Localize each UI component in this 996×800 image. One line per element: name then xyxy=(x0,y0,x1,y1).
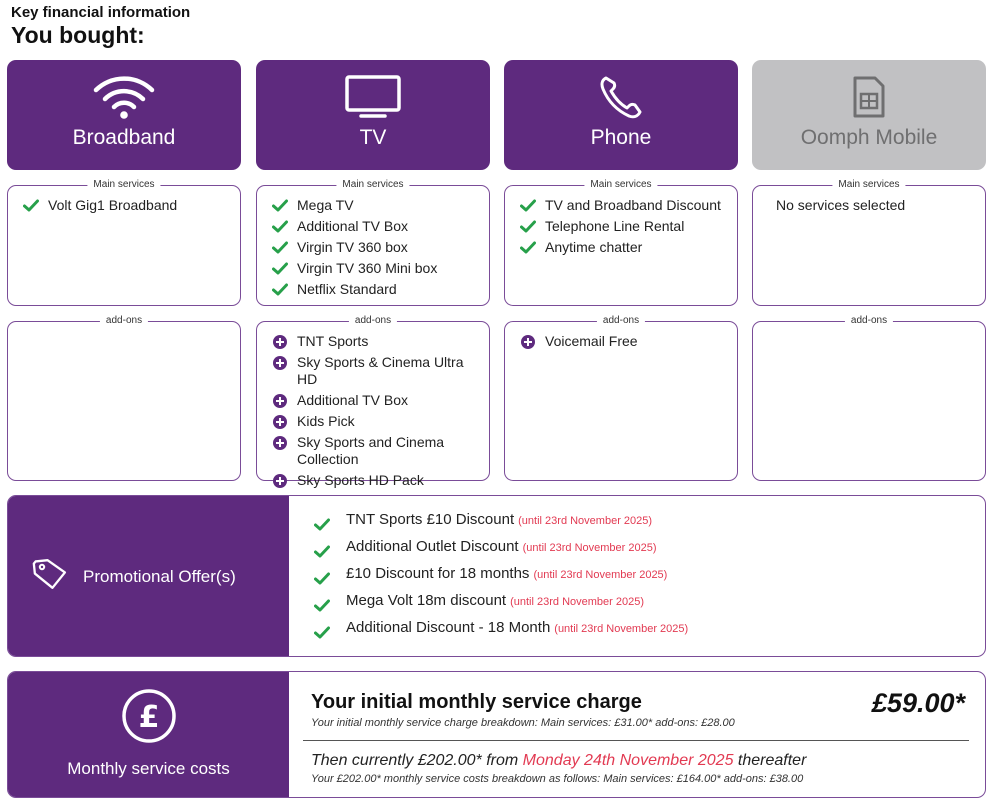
main-services-oomph-mobile xyxy=(752,179,986,306)
offer-name: Mega Volt 18m discount xyxy=(346,592,507,609)
price-tag-icon xyxy=(32,558,68,590)
plus-icon xyxy=(273,415,287,429)
subsequent-charge-text xyxy=(311,752,806,770)
product-tile-oomph-mobile xyxy=(752,60,986,170)
offer-until: (until 23rd November 2025) xyxy=(522,542,657,554)
check-icon xyxy=(314,545,330,558)
list-item xyxy=(271,413,483,430)
list-item xyxy=(271,218,483,235)
list-item xyxy=(519,239,731,256)
list-item xyxy=(519,218,731,235)
addons-broadband xyxy=(7,315,241,481)
plus-icon xyxy=(273,474,287,488)
offer-name: Additional Outlet Discount xyxy=(346,538,519,555)
offer-row xyxy=(314,619,688,646)
main-services-broadband xyxy=(7,179,241,306)
offer-name: Additional Discount - 18 Month xyxy=(346,619,551,636)
offer-row xyxy=(314,592,688,619)
page-title: You bought: xyxy=(11,22,145,48)
check-icon xyxy=(272,199,288,212)
list-item xyxy=(271,197,483,214)
list-item xyxy=(271,392,483,409)
check-icon xyxy=(272,241,288,254)
list-item xyxy=(271,472,483,489)
main-services-phone xyxy=(504,179,738,306)
product-tile-phone xyxy=(504,60,738,170)
addons-phone xyxy=(504,315,738,481)
list-item xyxy=(519,197,731,214)
subsequent-charge-breakdown: Your £202.00* monthly service costs breakdown as follows: Main services: £164.00* add-ons: £38.00 xyxy=(311,773,804,785)
check-icon xyxy=(272,220,288,233)
item-label: Netflix Standard xyxy=(297,281,397,297)
pound-coin-icon xyxy=(121,688,177,744)
plus-icon xyxy=(273,356,287,370)
monthly-costs-panel xyxy=(7,671,986,798)
list-item xyxy=(271,333,483,350)
addons-legend: add-ons xyxy=(845,315,893,326)
product-name: Oomph Mobile xyxy=(800,126,938,149)
item-label: Virgin TV 360 box xyxy=(297,239,408,255)
item-label: Additional TV Box xyxy=(297,218,409,234)
initial-charge-title: Your initial monthly service charge xyxy=(311,691,642,713)
item-label: TNT Sports xyxy=(297,333,369,349)
product-name: TV xyxy=(359,126,387,149)
offer-row xyxy=(314,565,688,592)
check-icon xyxy=(272,262,288,275)
product-tile-broadband xyxy=(7,60,241,170)
then-suffix: thereafter xyxy=(733,752,807,769)
costs-side xyxy=(8,672,289,797)
addons-legend: add-ons xyxy=(100,315,148,326)
promo-side xyxy=(8,496,289,656)
offer-row xyxy=(314,511,688,538)
check-icon xyxy=(23,199,39,212)
divider xyxy=(303,740,969,741)
check-icon xyxy=(314,626,330,639)
item-label: Kids Pick xyxy=(297,413,355,429)
product-name: Phone xyxy=(590,126,652,149)
addons-oomph-mobile xyxy=(752,315,986,481)
item-label: Telephone Line Rental xyxy=(545,218,685,234)
item-label: TV and Broadband Discount xyxy=(545,197,721,213)
check-icon xyxy=(520,199,536,212)
no-services-text: No services selected xyxy=(776,197,906,213)
then-date: Monday 24th November 2025 xyxy=(522,752,734,769)
offer-until: (until 23rd November 2025) xyxy=(554,623,689,635)
list-item xyxy=(271,281,483,298)
item-label: Volt Gig1 Broadband xyxy=(48,197,178,213)
list-item xyxy=(271,434,483,468)
list-item xyxy=(271,260,483,277)
product-tile-tv xyxy=(256,60,490,170)
offer-name: £10 Discount for 18 months xyxy=(346,565,530,582)
main-services-tv xyxy=(256,179,490,306)
main-services-legend: Main services xyxy=(87,179,160,190)
addons-tv xyxy=(256,315,490,488)
item-label: Sky Sports & Cinema Ultra HD xyxy=(297,354,464,387)
list-item xyxy=(271,354,483,388)
main-services-legend: Main services xyxy=(584,179,657,190)
offer-name: TNT Sports £10 Discount xyxy=(346,511,515,528)
item-label: Anytime chatter xyxy=(545,239,643,255)
main-services-legend: Main services xyxy=(336,179,409,190)
item-label: Virgin TV 360 Mini box xyxy=(297,260,438,276)
svg-text:£: £ xyxy=(138,700,160,735)
check-icon xyxy=(314,599,330,612)
item-label: Mega TV xyxy=(297,197,354,213)
list-item xyxy=(22,197,234,214)
offer-row xyxy=(314,538,688,565)
promotional-offers-panel xyxy=(7,495,986,657)
wifi-icon xyxy=(92,74,156,120)
plus-icon xyxy=(273,394,287,408)
main-services-legend: Main services xyxy=(832,179,905,190)
sim-card-icon xyxy=(851,74,887,120)
offer-until: (until 23rd November 2025) xyxy=(510,596,644,608)
plus-icon xyxy=(521,335,535,349)
check-icon xyxy=(520,220,536,233)
plus-icon xyxy=(273,436,287,450)
item-label: Additional TV Box xyxy=(297,392,409,408)
offer-until: (until 23rd November 2025) xyxy=(533,569,668,581)
offer-until: (until 23rd November 2025) xyxy=(518,515,653,527)
addons-legend: add-ons xyxy=(597,315,645,326)
plus-icon xyxy=(273,335,287,349)
initial-charge-breakdown: Your initial monthly service charge breakdown: Main services: £31.00* add-ons: £28.00 xyxy=(311,717,735,729)
list-item xyxy=(519,333,731,350)
check-icon xyxy=(520,241,536,254)
check-icon xyxy=(272,283,288,296)
phone-icon xyxy=(597,74,645,120)
item-label: Voicemail Free xyxy=(545,333,638,349)
list-item xyxy=(271,239,483,256)
page-subtitle: Key financial information xyxy=(11,4,191,21)
addons-legend: add-ons xyxy=(349,315,397,326)
then-prefix: Then currently £202.00* from xyxy=(311,752,523,769)
promo-label: Promotional Offer(s) xyxy=(83,567,236,586)
check-icon xyxy=(314,518,330,531)
initial-price: £59.00* xyxy=(871,688,965,718)
product-name: Broadband xyxy=(72,126,176,149)
costs-label: Monthly service costs xyxy=(67,759,230,778)
tv-icon xyxy=(344,74,402,120)
item-label: Sky Sports and Cinema Collection xyxy=(297,434,445,467)
item-label: Sky Sports HD Pack xyxy=(297,472,424,488)
check-icon xyxy=(314,572,330,585)
